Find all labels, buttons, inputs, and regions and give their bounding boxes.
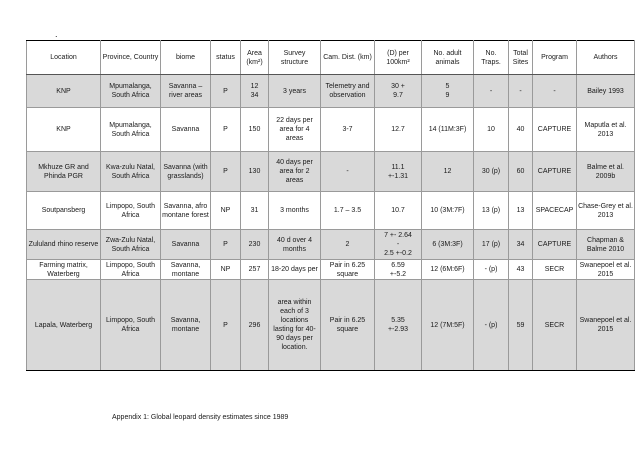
cell-cam: 1.7 – 3.5: [321, 192, 375, 230]
cell-status: P: [211, 75, 241, 108]
density-table: [26, 40, 635, 371]
cell-area: 296: [241, 280, 269, 371]
header-cam-dist: Cam. Dist. (km): [321, 41, 375, 75]
header-province: Province, Country: [101, 41, 161, 75]
cell-authors: Swanepoel et al. 2015: [577, 280, 635, 371]
table-row: [27, 280, 635, 371]
cell-biome: Savanna: [161, 108, 211, 152]
table-caption: Appendix 1: Global leopard density estimates since 1989: [112, 414, 289, 421]
cell-location: Lapala, Waterberg: [27, 280, 101, 371]
cell-province: Kwa-zulu Natal, South Africa: [101, 152, 161, 192]
cell-location: KNP: [27, 75, 101, 108]
cell-survey: 18-20 days per: [269, 260, 321, 280]
cell-biome: Savanna: [161, 230, 211, 260]
cell-program: CAPTURE: [533, 152, 577, 192]
cell-location: Mkhuze GR and Phinda PGR: [27, 152, 101, 192]
header-program: Program: [533, 41, 577, 75]
cell-province: Limpopo, South Africa: [101, 260, 161, 280]
header-survey: Survey structure: [269, 41, 321, 75]
cell-biome: Savanna – river areas: [161, 75, 211, 108]
cell-traps: 17 (p): [474, 230, 509, 260]
cell-sites: 13: [509, 192, 533, 230]
cell-cam: 2: [321, 230, 375, 260]
cell-adults: 6 (3M:3F): [422, 230, 474, 260]
cell-authors: Balme et al. 2009b: [577, 152, 635, 192]
cell-biome: Savanna, afro montane forest: [161, 192, 211, 230]
header-status: status: [211, 41, 241, 75]
header-traps: No. Traps.: [474, 41, 509, 75]
cell-adults: 10 (3M:7F): [422, 192, 474, 230]
cell-cam: Pair in 6.25 square: [321, 280, 375, 371]
header-sites: Total Sites: [509, 41, 533, 75]
cell-adults: 5 9: [422, 75, 474, 108]
cell-density: 5.35 +-2.93: [375, 280, 422, 371]
cell-traps: 30 (p): [474, 152, 509, 192]
cell-location: Soutpansberg: [27, 192, 101, 230]
cell-area: 230: [241, 230, 269, 260]
cell-location: Farming matrix, Waterberg: [27, 260, 101, 280]
cell-sites: 59: [509, 280, 533, 371]
cell-adults: 12: [422, 152, 474, 192]
cell-area: 150: [241, 108, 269, 152]
cell-survey: 3 years: [269, 75, 321, 108]
table-row: [27, 108, 635, 152]
cell-cam: -: [321, 152, 375, 192]
cell-traps: 13 (p): [474, 192, 509, 230]
cell-authors: Swanepoel et al. 2015: [577, 260, 635, 280]
cell-program: CAPTURE: [533, 230, 577, 260]
table-row: [27, 75, 635, 108]
cell-status: NP: [211, 192, 241, 230]
cell-survey: 3 months: [269, 192, 321, 230]
header-density: (D) per 100km²: [375, 41, 422, 75]
cell-density: 6.59 +-5.2: [375, 260, 422, 280]
cell-survey: area within each of 3 locations lasting for 40-90 days per location.: [269, 280, 321, 371]
cell-location: KNP: [27, 108, 101, 152]
table-row: [27, 230, 635, 260]
header-area: Area (km²): [241, 41, 269, 75]
table-row: [27, 260, 635, 280]
cell-sites: 34: [509, 230, 533, 260]
cell-status: NP: [211, 260, 241, 280]
cell-province: Limpopo, South Africa: [101, 192, 161, 230]
cell-cam: Telemetry and observation: [321, 75, 375, 108]
cell-status: P: [211, 108, 241, 152]
cell-area: 257: [241, 260, 269, 280]
cell-traps: -: [474, 75, 509, 108]
cell-biome: Savanna, montane: [161, 280, 211, 371]
cell-adults: 12 (7M:5F): [422, 280, 474, 371]
table-row: [27, 152, 635, 192]
cell-authors: Chapman & Balme 2010: [577, 230, 635, 260]
header-row: [27, 41, 635, 75]
header-biome: biome: [161, 41, 211, 75]
cell-biome: Savanna, montane: [161, 260, 211, 280]
cell-status: P: [211, 152, 241, 192]
header-location: Location: [27, 41, 101, 75]
cell-program: SECR: [533, 260, 577, 280]
cell-density: 30 + 9.7: [375, 75, 422, 108]
cell-area: 130: [241, 152, 269, 192]
cell-status: P: [211, 280, 241, 371]
cell-adults: 12 (6M:6F): [422, 260, 474, 280]
cell-authors: Chase-Grey et al. 2013: [577, 192, 635, 230]
cell-location: Zululand rhino reserve: [27, 230, 101, 260]
cell-authors: Maputla et al. 2013: [577, 108, 635, 152]
cell-program: SPACECAP: [533, 192, 577, 230]
table-row: [27, 192, 635, 230]
cell-province: Limpopo, South Africa: [101, 280, 161, 371]
cell-cam: 3-7: [321, 108, 375, 152]
cell-survey: 22 days per area for 4 areas: [269, 108, 321, 152]
cell-traps: - (p): [474, 260, 509, 280]
cell-province: Zwa-Zulu Natal, South Africa: [101, 230, 161, 260]
cell-cam: Pair in 6.25 square: [321, 260, 375, 280]
cell-sites: -: [509, 75, 533, 108]
header-adults: No. adult animals: [422, 41, 474, 75]
cell-sites: 60: [509, 152, 533, 192]
stray-mark: .: [55, 29, 58, 39]
cell-status: P: [211, 230, 241, 260]
cell-program: CAPTURE: [533, 108, 577, 152]
cell-survey: 40 days per area for 2 areas: [269, 152, 321, 192]
cell-program: -: [533, 75, 577, 108]
cell-traps: - (p): [474, 280, 509, 371]
header-authors: Authors: [577, 41, 635, 75]
cell-survey: 40 d over 4 months: [269, 230, 321, 260]
cell-authors: Bailey 1993: [577, 75, 635, 108]
cell-province: Mpumalanga, South Africa: [101, 75, 161, 108]
cell-biome: Savanna (with grasslands): [161, 152, 211, 192]
cell-adults: 14 (11M:3F): [422, 108, 474, 152]
cell-area: 31: [241, 192, 269, 230]
cell-density: 12.7: [375, 108, 422, 152]
cell-sites: 40: [509, 108, 533, 152]
cell-density: 7 +- 2.64 - 2.5 +-0.2: [375, 230, 422, 260]
cell-sites: 43: [509, 260, 533, 280]
cell-area: 12 34: [241, 75, 269, 108]
cell-density: 10.7: [375, 192, 422, 230]
cell-program: SECR: [533, 280, 577, 371]
cell-traps: 10: [474, 108, 509, 152]
cell-province: Mpumalanga, South Africa: [101, 108, 161, 152]
cell-density: 11.1 +-1.31: [375, 152, 422, 192]
